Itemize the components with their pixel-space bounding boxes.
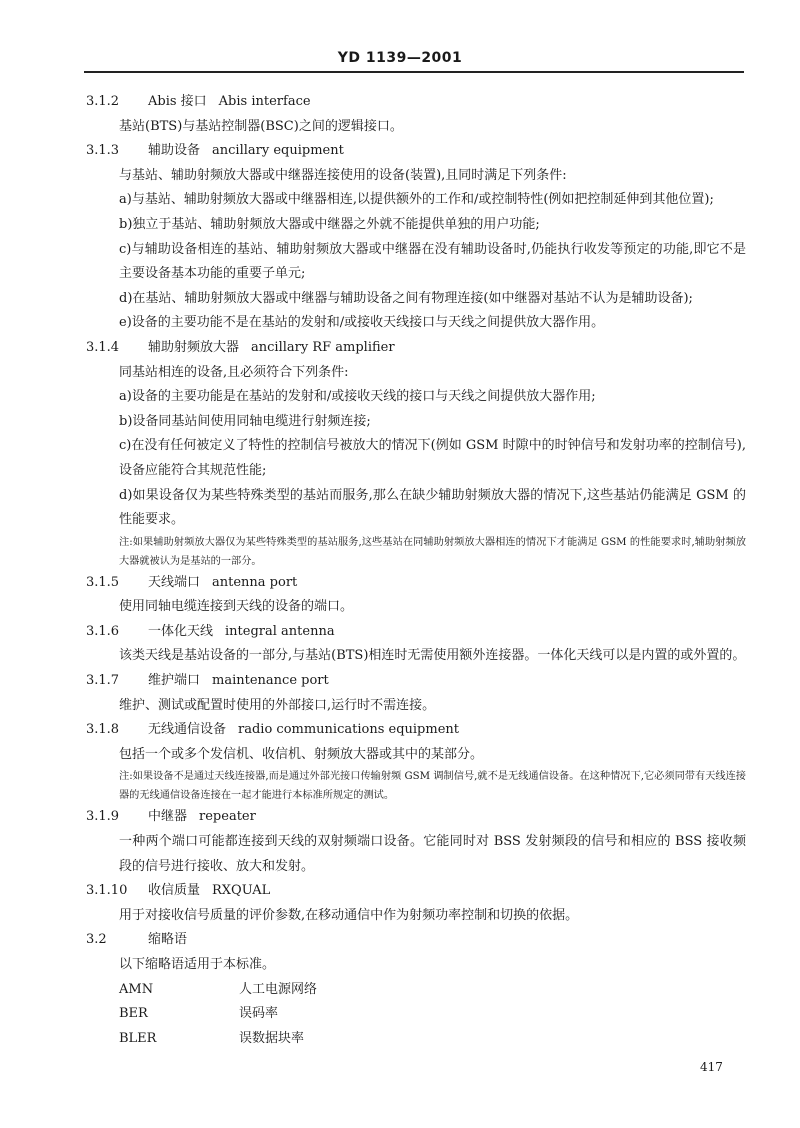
- note-text: 如果设备不是通过天线连接器,而是通过外部光接口传输射频 GSM 调制信号,就不是无线通信设备。在这种情况下,它必须同带有天线连接器的无线通信设备连接在一起才能进行本标准所规定的测试。: [119, 771, 746, 802]
- note: [86, 533, 746, 571]
- definition: 一种两个端口可能都连接到天线的双射频端口设备。它能同时对 BSS 发射频段的信号和相应的 BSS 接收频段的信号进行接收、放大和发射。: [119, 834, 746, 874]
- section-number: 3.1.5: [86, 574, 120, 590]
- section-heading: [86, 571, 746, 596]
- term-en: ancillary RF amplifier: [251, 339, 395, 355]
- term-zh: 缩略语: [148, 932, 188, 948]
- note-text: 如果辅助射频放大器仅为某些特殊类型的基站服务,这些基站在同辅助射频放大器相连的情况下才能满足 GSM 的性能要求时,辅助射频放大器就被认为是基站的一部分。: [119, 536, 747, 567]
- section-number: 3.1.7: [86, 673, 120, 689]
- header-rule: [84, 71, 744, 73]
- abbreviation-meaning: 人工电源网络: [239, 981, 318, 997]
- term-zh: 天线端口: [148, 574, 201, 590]
- definition: 包括一个或多个发信机、收信机、射频放大器或其中的某部分。: [119, 746, 484, 762]
- term-en: RXQUAL: [212, 883, 271, 899]
- definition: 基站(BTS)与基站控制器(BSC)之间的逻辑接口。: [119, 118, 403, 134]
- term-en: antenna port: [212, 574, 298, 590]
- definition: 以下缩略语适用于本标准。: [119, 957, 276, 972]
- definition: 用于对接收信号质量的评价参数,在移动通信中作为射频功率控制和切换的依据。: [119, 907, 579, 923]
- document-id: YD 1139—2001: [337, 50, 463, 66]
- section-number: 3.1.8: [86, 722, 120, 738]
- section-heading: [86, 336, 746, 361]
- term-zh: 中继器: [148, 809, 188, 825]
- definition: 与基站、辅助射频放大器或中继器连接使用的设备(装置),且同时满足下列条件:: [119, 167, 567, 183]
- abbreviation-meaning: 误码率: [239, 1006, 279, 1022]
- term-zh: 无线通信设备: [148, 722, 227, 738]
- condition-item: c)与辅助设备相连的基站、辅助射频放大器或中继器在没有辅助设备时,仍能执行收发等预定的功能,即它不是主要设备基本功能的重要子单元;: [119, 241, 746, 282]
- page-number: 417: [700, 1060, 723, 1074]
- abbreviation: BER: [119, 1006, 148, 1022]
- abbreviation-row: [86, 1002, 746, 1027]
- term-en: radio communications equipment: [238, 722, 459, 738]
- condition-item: c)在没有任何被定义了特性的控制信号被放大的情况下(例如 GSM 时隙中的时钟信号和发射功率的控制信号),设备应能符合其规范性能;: [119, 438, 746, 478]
- section-number: 3.1.4: [86, 339, 120, 355]
- section-number: 3.1.9: [86, 809, 120, 825]
- note: [86, 767, 746, 805]
- condition-item: a)与基站、辅助射频放大器或中继器相连,以提供额外的工作和/或控制特性(例如把控制延伸到其他位置);: [119, 192, 714, 208]
- definition: 维护、测试或配置时使用的外部接口,运行时不需连接。: [119, 697, 436, 713]
- note-label: 注:: [119, 771, 133, 783]
- definition: 同基站相连的设备,且必须符合下列条件:: [119, 364, 349, 380]
- section-number: 3.2: [86, 932, 107, 948]
- term-en: Abis interface: [218, 94, 311, 109]
- condition-item: d)如果设备仅为某些特殊类型的基站而服务,那么在缺少辅助射频放大器的情况下,这些基站仍能满足 GSM 的性能要求。: [119, 487, 746, 528]
- term-zh: 收信质量: [148, 883, 201, 899]
- definition: 使用同轴电缆连接到天线的设备的端口。: [119, 599, 354, 615]
- section-heading: [86, 805, 746, 830]
- term-en: integral antenna: [225, 623, 335, 639]
- section-number: 3.1.10: [86, 883, 128, 899]
- term-en: repeater: [199, 809, 256, 825]
- condition-item: a)设备的主要功能是在基站的发射和/或接收天线的接口与天线之间提供放大器作用;: [119, 389, 596, 405]
- abbreviation: AMN: [119, 981, 154, 997]
- condition-item: e)设备的主要功能不是在基站的发射和/或接收天线接口与天线之间提供放大器作用。: [119, 315, 605, 331]
- abbreviation-row: [86, 978, 746, 1003]
- term-zh: Abis 接口: [148, 94, 207, 109]
- abbreviation: BLER: [119, 1030, 157, 1046]
- section-heading: [86, 620, 746, 645]
- abbreviation-meaning: 误数据块率: [239, 1030, 305, 1046]
- term-zh: 一体化天线: [148, 623, 214, 639]
- section-number: 3.1.3: [86, 143, 120, 159]
- section-heading: [86, 928, 746, 953]
- document-body: [86, 90, 746, 1051]
- section-heading: [86, 139, 746, 164]
- term-zh: 辅助射频放大器: [148, 339, 240, 355]
- term-en: maintenance port: [212, 673, 329, 689]
- abbreviation-row: [86, 1027, 746, 1052]
- condition-item: b)设备同基站间使用同轴电缆进行射频连接;: [119, 413, 371, 429]
- condition-item: b)独立于基站、辅助射频放大器或中继器之外就不能提供单独的用户功能;: [119, 216, 540, 232]
- section-number: 3.1.6: [86, 623, 120, 639]
- note-label: 注:: [119, 536, 133, 548]
- section-number: 3.1.2: [86, 94, 120, 109]
- term-zh: 维护端口: [148, 673, 201, 689]
- condition-item: d)在基站、辅助射频放大器或中继器与辅助设备之间有物理连接(如中继器对基站不认为是辅助设备);: [119, 290, 693, 306]
- section-heading: [86, 669, 746, 694]
- section-heading: [86, 879, 746, 904]
- term-en: ancillary equipment: [212, 143, 344, 159]
- section-heading: [86, 718, 746, 743]
- section-heading: [86, 90, 746, 115]
- definition: 该类天线是基站设备的一部分,与基站(BTS)相连时无需使用额外连接器。一体化天线可以是内置的或外置的。: [119, 648, 746, 664]
- term-zh: 辅助设备: [148, 143, 201, 159]
